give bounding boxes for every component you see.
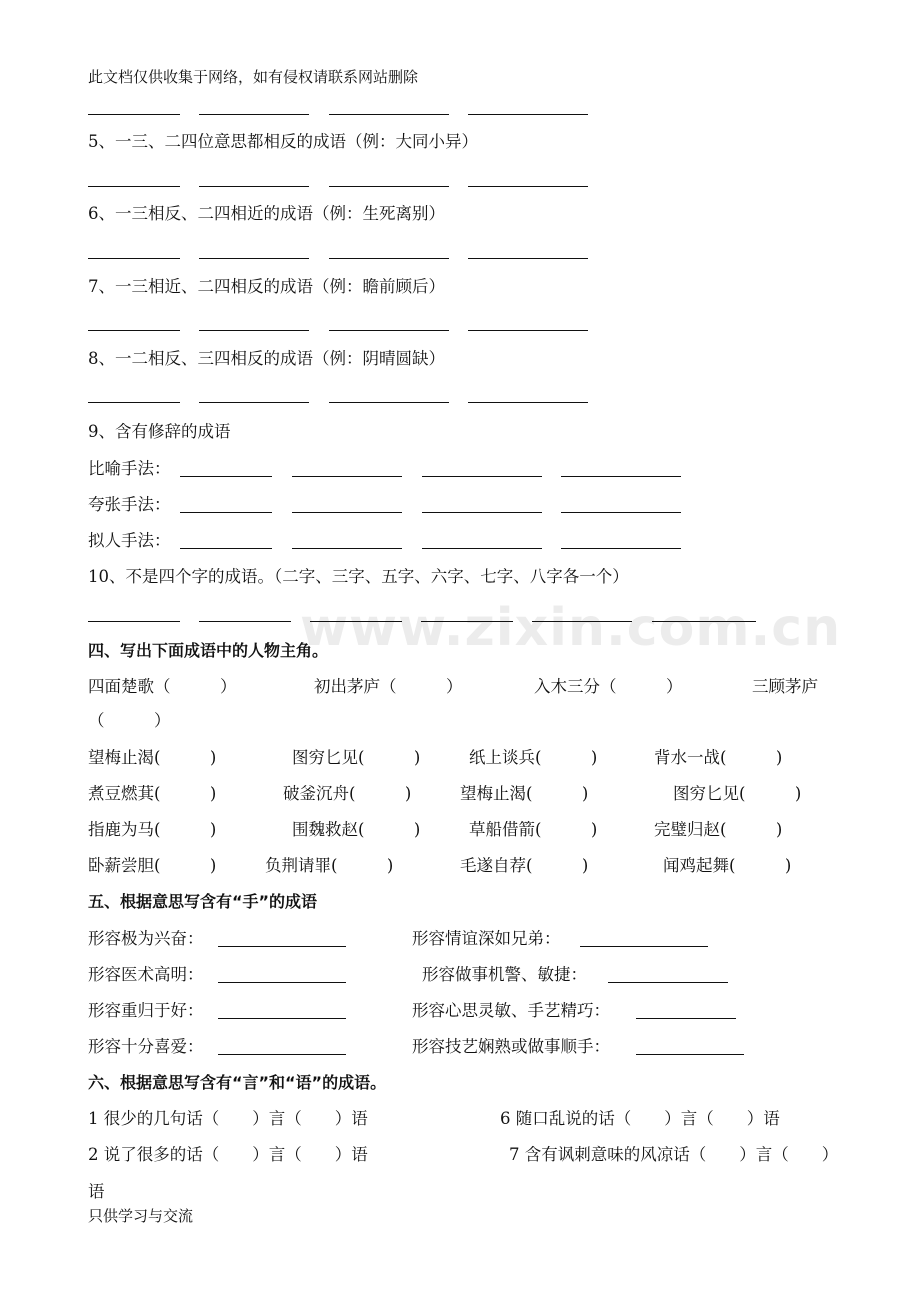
answer-blank[interactable] xyxy=(199,186,309,187)
metaphor-label: 比喻手法： xyxy=(88,459,171,478)
idiom-item: 图穷匕见( ) xyxy=(673,784,802,803)
answer-blank[interactable] xyxy=(468,330,588,331)
answer-blank[interactable] xyxy=(199,402,309,403)
hand-idiom-prompt: 形容十分喜爱： xyxy=(88,1037,204,1056)
idiom-item: 破釜沉舟( ) xyxy=(283,784,412,803)
section-6-title: 六、根据意思写含有“言”和“语”的成语。 xyxy=(88,1073,387,1092)
answer-blank[interactable] xyxy=(421,621,513,622)
answer-blank[interactable] xyxy=(199,258,309,259)
idiom-item: 图穷匕见( ) xyxy=(292,748,421,767)
hand-idiom-prompt: 形容心思灵敏、手艺精巧： xyxy=(412,1001,610,1020)
idiom-item: 纸上谈兵( ) xyxy=(469,748,598,767)
answer-blank[interactable] xyxy=(88,114,180,115)
answer-blank[interactable] xyxy=(608,982,728,983)
idiom-item: 负荆请罪( ) xyxy=(265,856,394,875)
question-7: 7、一三相近、二四相反的成语（例：瞻前顾后） xyxy=(88,277,445,296)
answer-blank[interactable] xyxy=(532,621,632,622)
answer-blank[interactable] xyxy=(180,512,272,513)
answer-blank[interactable] xyxy=(561,512,681,513)
answer-blank[interactable] xyxy=(561,476,681,477)
answer-blank[interactable] xyxy=(580,946,708,947)
answer-blank[interactable] xyxy=(292,548,402,549)
answer-blank[interactable] xyxy=(88,330,180,331)
answer-blank[interactable] xyxy=(180,548,272,549)
answer-blank[interactable] xyxy=(310,621,402,622)
idiom-item: 完璧归赵( ) xyxy=(654,820,783,839)
question-10: 10、不是四个字的成语。（二字、三字、五字、六字、七字、八字各一个） xyxy=(88,567,629,586)
answer-blank[interactable] xyxy=(199,114,309,115)
answer-blank[interactable] xyxy=(561,548,681,549)
answer-blank[interactable] xyxy=(88,258,180,259)
question-9: 9、含有修辞的成语 xyxy=(88,422,231,441)
speech-idiom-item-wrap: 语 xyxy=(88,1182,105,1201)
answer-blank[interactable] xyxy=(199,330,309,331)
idiom-item: 望梅止渴( ) xyxy=(460,784,589,803)
answer-blank[interactable] xyxy=(636,1054,744,1055)
answer-blank[interactable] xyxy=(329,402,449,403)
hand-idiom-prompt: 形容技艺娴熟或做事顺手： xyxy=(412,1037,610,1056)
footer-note: 只供学习与交流 xyxy=(88,1207,194,1225)
hand-idiom-prompt: 形容医术高明： xyxy=(88,965,204,984)
answer-blank[interactable] xyxy=(218,1018,346,1019)
answer-blank[interactable] xyxy=(88,186,180,187)
question-6: 6、一三相反、二四相近的成语（例：生死离别） xyxy=(88,204,445,223)
idiom-item: 入木三分（ ） xyxy=(534,677,683,696)
answer-blank[interactable] xyxy=(218,982,346,983)
answer-blank[interactable] xyxy=(329,330,449,331)
answer-blank[interactable] xyxy=(180,476,272,477)
answer-blank[interactable] xyxy=(218,946,346,947)
hand-idiom-prompt: 形容做事机警、敏捷： xyxy=(422,965,587,984)
idiom-item: 初出茅庐（ ） xyxy=(314,677,463,696)
idiom-item: 三顾茅庐 xyxy=(752,677,818,696)
header-note: 此文档仅供收集于网络，如有侵权请联系网站删除 xyxy=(88,68,419,86)
idiom-item-wrap: （ ） xyxy=(88,711,171,730)
idiom-item: 卧薪尝胆( ) xyxy=(88,856,217,875)
idiom-item: 望梅止渴( ) xyxy=(88,748,217,767)
idiom-item: 四面楚歌（ ） xyxy=(88,677,237,696)
idiom-item: 毛遂自荐( ) xyxy=(460,856,589,875)
idiom-item: 煮豆燃萁( ) xyxy=(88,784,217,803)
hand-idiom-prompt: 形容情谊深如兄弟： xyxy=(412,929,561,948)
question-8: 8、一二相反、三四相反的成语（例：阴晴圆缺） xyxy=(88,349,445,368)
speech-idiom-item: 7 含有讽刺意味的风凉话（ ）言（ ） xyxy=(509,1145,839,1164)
idiom-item: 草船借箭( ) xyxy=(469,820,598,839)
idiom-item: 闻鸡起舞( ) xyxy=(663,856,792,875)
answer-blank[interactable] xyxy=(468,258,588,259)
hand-idiom-prompt: 形容重归于好： xyxy=(88,1001,204,1020)
idiom-item: 围魏救赵( ) xyxy=(292,820,421,839)
hand-idiom-prompt: 形容极为兴奋： xyxy=(88,929,204,948)
answer-blank[interactable] xyxy=(636,1018,736,1019)
idiom-item: 背水一战( ) xyxy=(654,748,783,767)
answer-blank[interactable] xyxy=(422,476,542,477)
answer-blank[interactable] xyxy=(88,402,180,403)
answer-blank[interactable] xyxy=(329,258,449,259)
answer-blank[interactable] xyxy=(422,512,542,513)
answer-blank[interactable] xyxy=(422,548,542,549)
watermark: www.zixin.com.cn xyxy=(300,598,842,658)
answer-blank[interactable] xyxy=(292,512,402,513)
answer-blank[interactable] xyxy=(329,114,449,115)
speech-idiom-item: 2 说了很多的话（ ）言（ ）语 xyxy=(88,1145,368,1164)
answer-blank[interactable] xyxy=(218,1054,346,1055)
answer-blank[interactable] xyxy=(329,186,449,187)
idiom-item: 指鹿为马( ) xyxy=(88,820,217,839)
personification-label: 拟人手法： xyxy=(88,531,171,550)
answer-blank[interactable] xyxy=(88,621,180,622)
speech-idiom-item: 1 很少的几句话（ ）言（ ）语 xyxy=(88,1109,368,1128)
section-4-title: 四、写出下面成语中的人物主角。 xyxy=(88,641,329,660)
section-5-title: 五、根据意思写含有“手”的成语 xyxy=(88,892,318,911)
answer-blank[interactable] xyxy=(292,476,402,477)
answer-blank[interactable] xyxy=(468,114,588,115)
answer-blank[interactable] xyxy=(468,402,588,403)
question-5: 5、一三、二四位意思都相反的成语（例：大同小异） xyxy=(88,132,478,151)
answer-blank[interactable] xyxy=(468,186,588,187)
speech-idiom-item: 6 随口乱说的话（ ）言（ ）语 xyxy=(500,1109,780,1128)
hyperbole-label: 夸张手法： xyxy=(88,495,171,514)
answer-blank[interactable] xyxy=(652,621,756,622)
answer-blank[interactable] xyxy=(199,621,291,622)
